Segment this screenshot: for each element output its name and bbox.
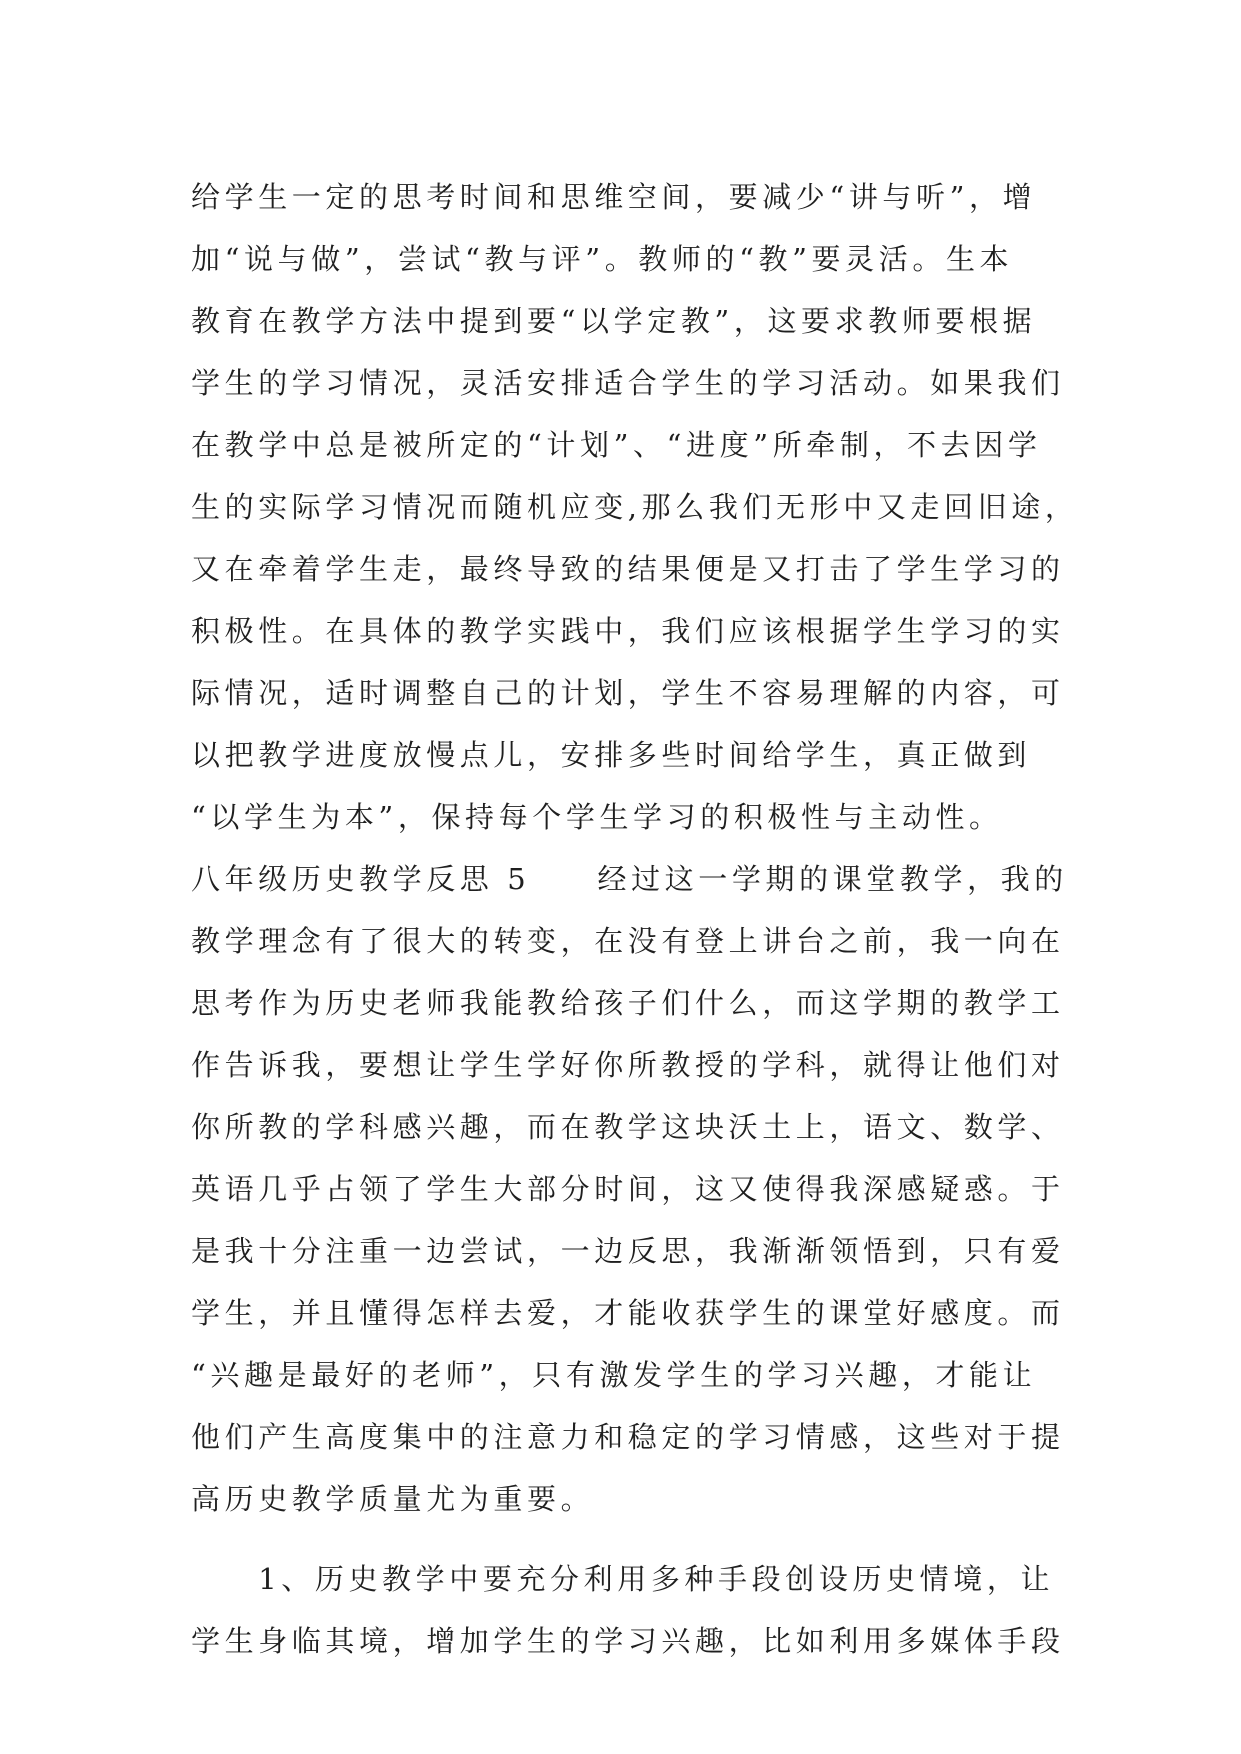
text-line: 作告诉我，要想让学生学好你所教授的学科，就得让他们对 (191, 1048, 1065, 1082)
text-line: 学生身临其境，增加学生的学习兴趣，比如利用多媒体手段 (191, 1624, 1065, 1658)
document-body (191, 166, 1079, 1672)
text-line: “兴趣是最好的老师”，只有激发学生的学习兴趣，才能让 (191, 1358, 1037, 1392)
text-line: 学生，并且懂得怎样去爱，才能收获学生的课堂好感度。而 (191, 1296, 1065, 1330)
paragraph-gap (191, 1530, 1071, 1548)
text-line: 给学生一定的思考时间和思维空间，要减少“讲与听”，增 (191, 180, 1037, 214)
text-line: 际情况，适时调整自己的计划，学生不容易理解的内容，可 (191, 676, 1065, 710)
text-line: 积极性。在具体的教学实践中，我们应该根据学生学习的实 (191, 614, 1065, 648)
text-line: 在教学中总是被所定的“计划”、“进度”所牵制，不去因学 (191, 428, 1042, 462)
text-line: 教学理念有了很大的转变，在没有登上讲台之前，我一向在 (191, 924, 1065, 958)
text-line: 高历史教学质量尤为重要。 (191, 1482, 595, 1516)
text-line: 是我十分注重一边尝试，一边反思，我渐渐领悟到，只有爱 (191, 1234, 1065, 1268)
text-line: “以学生为本”，保持每个学生学习的积极性与主动性。 (191, 800, 1003, 834)
text-line: 思考作为历史老师我能教给孩子们什么，而这学期的教学工 (191, 986, 1065, 1020)
text-line: 他们产生高度集中的注意力和稳定的学习情感，这些对于提 (191, 1420, 1065, 1454)
text-line: 生的实际学习情况而随机应变,那么我们无形中又走回旧途， (191, 490, 1079, 524)
text-line: 加“说与做”，尝试“教与评”。教师的“教”要灵活。生本 (191, 242, 1014, 276)
text-line: 教育在教学方法中提到要“以学定教”，这要求教师要根据 (191, 304, 1037, 338)
text-line: 又在牵着学生走，最终导致的结果便是又打击了学生学习的 (191, 552, 1065, 586)
text-line: 你所教的学科感兴趣，而在教学这块沃土上，语文、数学、 (191, 1110, 1065, 1144)
text-line: 英语几乎占领了学生大部分时间，这又使得我深感疑惑。于 (191, 1172, 1065, 1206)
text-line: 1、历史教学中要充分利用多种手段创设历史情境，让 (191, 1562, 1055, 1596)
text-line: 八年级历史教学反思 5 经过这一学期的课堂教学，我的 (191, 862, 1068, 896)
text-line: 学生的学习情况，灵活安排适合学生的学习活动。如果我们 (191, 366, 1065, 400)
text-line: 以把教学进度放慢点儿，安排多些时间给学生，真正做到 (191, 738, 1032, 772)
